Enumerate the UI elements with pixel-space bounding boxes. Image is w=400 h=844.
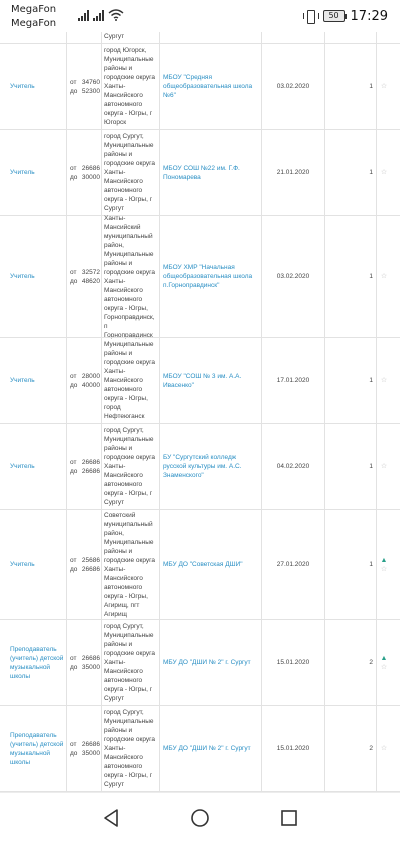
table-row[interactable] [0,619,400,705]
table-row[interactable] [0,215,400,337]
table-row[interactable] [0,509,400,619]
star-icon[interactable]: ☆ [380,377,388,384]
date-cell: 04.02.2020 [276,463,310,470]
salary-from: 28000 [81,372,100,380]
salary-cell [70,620,100,705]
salary-to-label: до [70,467,78,475]
salary-from-label: от [70,164,77,172]
salary-to: 35000 [81,749,100,757]
salary-to-label: до [70,87,78,95]
salary-to: 30000 [81,173,100,181]
salary-to: 26686 [81,467,100,475]
wifi-icon [108,9,124,21]
salary-from-label: от [70,458,77,466]
date-cell: 27.01.2020 [276,561,310,568]
table-row[interactable] [0,129,400,215]
salary-from: 25686 [81,556,100,564]
salary-cell [70,130,100,215]
carrier-2: MegaFon [11,18,57,29]
salary-cell [70,510,100,619]
salary-from: 26686 [81,458,100,466]
home-button[interactable] [187,805,213,831]
count-cell: 1 [369,463,373,470]
region-cell: Сургут [104,33,125,40]
salary-to-label: до [70,663,78,671]
salary-to-label: до [70,749,78,757]
table-row[interactable] [0,43,400,129]
salary-from-label: от [70,78,77,86]
salary-to: 26686 [81,565,100,573]
actions-cell [378,424,390,509]
salary-cell [70,216,100,337]
organization-link[interactable]: МБУ ДО "ДШИ № 2" г. Сургут [163,659,251,666]
region-cell: город Сургут, Муниципальные районы и городские округа Ханты-Мансийского автономного округа - Югры, г Сургут [104,623,155,702]
salary-from: 34760 [81,78,100,86]
back-triangle-icon [100,807,122,829]
star-icon[interactable]: ☆ [380,83,388,90]
table-row-partial [0,32,400,43]
organization-link[interactable]: МБУ ДО "Советская ДШИ" [163,561,243,568]
recent-square-icon [278,807,300,829]
signal-1-icon [78,10,90,21]
region-cell: Муниципальные районы и городские округа Ханты-Мансийского автономного округа - Югры, город Нефтеюганск [104,341,155,420]
table-row[interactable] [0,337,400,423]
salary-from-label: от [70,268,77,276]
organization-link[interactable]: МБОУ "Средняя общеобразовательная школа №6" [163,74,253,99]
star-icon[interactable]: ☆ [380,463,388,470]
signal-2-icon [93,10,105,21]
salary-from: 26686 [81,654,100,662]
star-icon[interactable]: ☆ [380,745,388,752]
date-cell: 21.01.2020 [276,169,310,176]
position-link[interactable]: Учитель [10,169,35,176]
date-cell: 15.01.2020 [276,745,310,752]
count-cell: 2 [369,659,373,666]
salary-from: 32572 [81,268,100,276]
home-circle-icon [189,807,211,829]
navigation-bar [0,792,400,844]
salary-cell [70,706,100,791]
table-row[interactable] [0,423,400,509]
star-icon[interactable]: ☆ [380,565,388,573]
salary-from: 26686 [81,740,100,748]
organization-link[interactable]: МБОУ "СОШ № 3 им. А.А. Ивасенко" [163,372,242,389]
actions-cell [378,706,390,791]
count-cell: 1 [369,561,373,568]
star-icon[interactable]: ☆ [380,663,388,671]
actions-cell [378,510,390,619]
salary-from: 26686 [81,164,100,172]
arrow-up-icon[interactable]: ▲ [380,556,388,564]
date-cell: 15.01.2020 [276,659,310,666]
organization-link[interactable]: БУ "Сургутский колледж русской культуры им. А.С. Знаменского" [163,454,242,479]
date-cell: 03.02.2020 [276,83,310,90]
count-cell: 1 [369,377,373,384]
back-button[interactable] [98,805,124,831]
region-cell: город Сургут, Муниципальные районы и городские округа Ханты-Мансийского автономного округа - Югры, г Сургут [104,133,155,212]
date-cell: 17.01.2020 [276,377,310,384]
salary-to: 40000 [81,381,100,389]
recent-apps-button[interactable] [276,805,302,831]
organization-link[interactable]: МБОУ СОШ №22 им. Г.Ф. Пономарева [163,164,240,181]
count-cell: 1 [369,169,373,176]
salary-to-label: до [70,381,78,389]
salary-to: 35000 [81,663,100,671]
position-link[interactable]: Преподаватель (учитель) детской музыкальной школы [10,645,64,680]
count-cell: 1 [369,273,373,280]
count-cell: 2 [369,745,373,752]
date-cell: 03.02.2020 [276,273,310,280]
position-link[interactable]: Учитель [10,561,35,568]
salary-from-label: от [70,556,77,564]
salary-to: 48620 [81,277,100,285]
position-link[interactable]: Учитель [10,83,35,90]
salary-from-label: от [70,654,77,662]
salary-cell [70,44,100,129]
region-cell: город Сургут, Муниципальные районы и городские округа Ханты-Мансийского автономного округа - Югры, г Сургут [104,709,155,788]
star-icon[interactable]: ☆ [380,169,388,176]
status-bar [0,0,400,32]
count-cell: 1 [369,83,373,90]
table-row[interactable] [0,705,400,791]
position-link[interactable]: Учитель [10,463,35,470]
organization-link[interactable]: МБОУ ХМР "Начальная общеобразовательная школа п.Горноправдинск" [163,264,253,289]
actions-cell [378,338,390,423]
position-link[interactable]: Учитель [10,273,35,280]
arrow-up-icon[interactable]: ▲ [380,654,388,662]
salary-cell [70,424,100,509]
vacancy-table[interactable] [0,32,400,792]
actions-cell [378,44,390,129]
salary-from-label: от [70,740,77,748]
star-icon[interactable]: ☆ [380,273,388,280]
organization-link[interactable]: МБУ ДО "ДШИ № 2" г. Сургут [163,745,251,752]
position-link[interactable]: Преподаватель (учитель) детской музыкальной школы [10,731,64,766]
salary-to-label: до [70,173,78,181]
position-link[interactable]: Учитель [10,377,35,384]
vibrate-icon [303,10,317,22]
salary-to-label: до [70,277,78,285]
region-cell: Советский муниципальный район, Муниципальные районы и городские округа Ханты-Мансийского автономного округа - Югры, Агирищ, пгт Агирищ [104,511,155,618]
region-cell: город Сургут, Муниципальные районы и городские округа Ханты-Мансийского автономного округа - Югры, г Сургут [104,427,155,506]
status-clock: 17:29 [350,8,388,24]
region-cell: город Югорск, Муниципальные районы и городские округа Ханты-Мансийского автономного округа - Югры, г Югорск [104,47,155,126]
salary-cell [70,338,100,423]
battery-icon: 50 [323,10,345,22]
salary-to: 52300 [81,87,100,95]
carrier-1: MegaFon [11,4,57,15]
actions-cell [378,130,390,215]
actions-cell [378,216,390,337]
actions-cell [378,620,390,705]
salary-to-label: до [70,565,78,573]
region-cell: Ханты-Мансийский муниципальный район, Муниципальные районы и городские округа Ханты-Мансийского автономного округа - Югры, Горноправдинск, п Горноправдинск [104,214,155,339]
salary-from-label: от [70,372,77,380]
